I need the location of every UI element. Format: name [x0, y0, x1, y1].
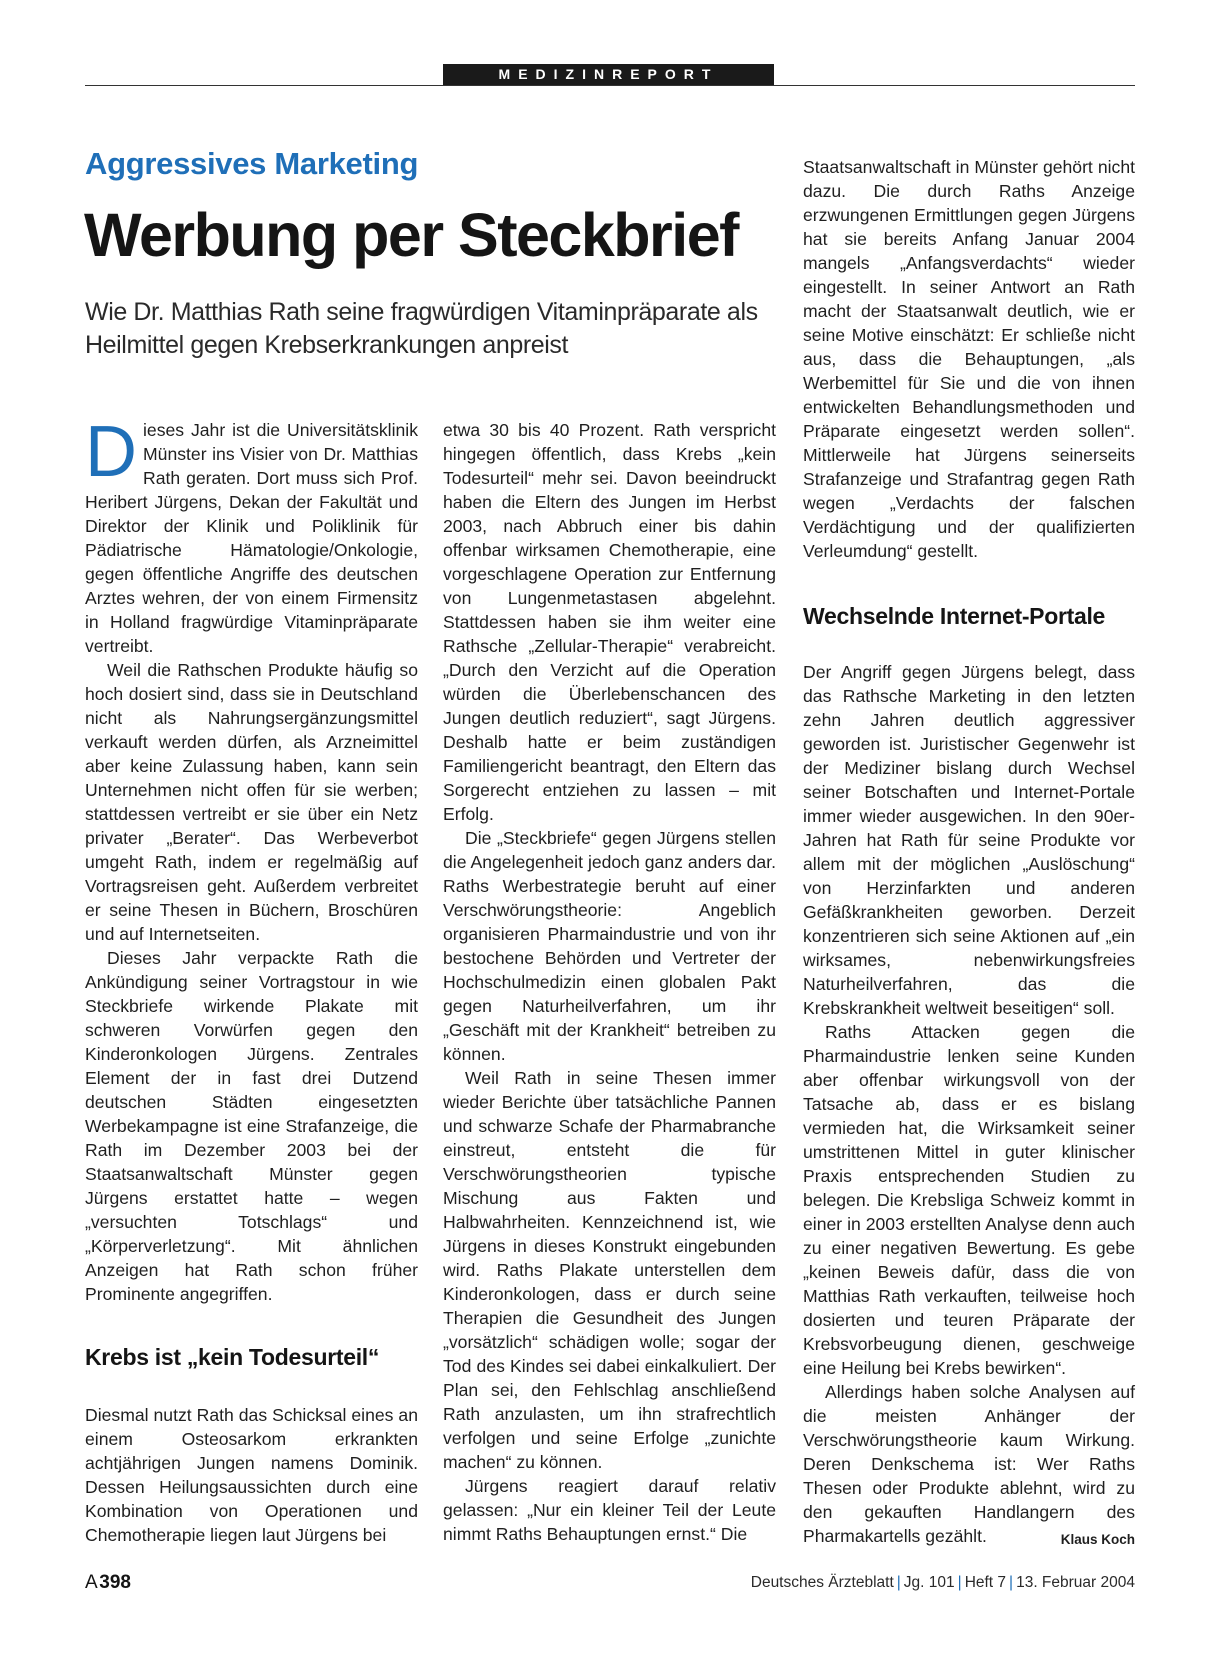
paragraph: Weil Rath in seine Thesen immer wieder Berichte über tatsächliche Pannen und schwarze Schafe der Pharmabranche einstreut, entsteht die für Verschwörungstheorien typische Mischung aus Fakten und Halbwahrheiten. Kennzeichnend ist, wie Jürgens in dieses Konstrukt eingebunden wird. Raths Plakate unterstellen dem Kinderonkologen, dass er durch seine Therapien die Gesundheit des Jungen „vorsätzlich“ schädigen wolle; sogar der Tod des Kindes sei dabei einkalkuliert. Der Plan sei, den Fehlschlag anschließend Rath anzulasten, um ihn strafrechtlich verfolgen und seine Erfolge „zunichte machen“ zu können.: [443, 1068, 776, 1472]
paragraph: Jürgens reagiert darauf relativ gelassen: „Nur ein kleiner Teil der Leute nimmt Raths Behauptungen ernst.“ Die: [443, 1476, 776, 1544]
article-subtitle: Wie Dr. Matthias Rath seine fragwürdigen Vitaminpräparate als Heilmittel gegen Krebserkrankungen anpreist: [85, 298, 758, 359]
page-number: [85, 1572, 131, 1594]
drop-cap: D: [85, 412, 137, 492]
paragraph-text: Allerdings haben solche Analysen auf die meisten Anhänger der Verschwörungstheorie kaum Wirkung. Deren Denkschema ist: Wer Raths Thesen oder Produkte ablehnt, wird zu den gekauften Handlangern des Pharmakartells gezählt.: [803, 1382, 1135, 1546]
page-number-value: 398: [99, 1572, 131, 1593]
column-2: [443, 418, 776, 1546]
paragraph-text: ieses Jahr ist die Universitätsklinik Münster ins Visier von Dr. Matthias Rath geraten. Dort muss sich Prof. Heribert Jürgens, Dekan der Fakultät und Direktor der Klinik und Poliklinik für Pädiatrische Hämatologie/Onkologie, gegen öffentliche Angriffe des deutschen Arztes wehren, der von einem Firmensitz in Holland fragwürdige Vitaminpräparate vertreibt.: [85, 420, 418, 656]
journal-volume: Jg. 101: [903, 1574, 955, 1591]
column-1: [85, 412, 418, 1306]
paragraph: Der Angriff gegen Jürgens belegt, dass das Rathsche Marketing in den letzten zehn Jahren deutlich aggressiver geworden ist. Juristischer Gegenwehr ist der Mediziner bislang durch Wechsel seiner Botschaften und Internet-Portale immer wieder ausgewichen. In den 90er-Jahren hat Rath für seine Produkte vor allem mit der möglichen „Auslöschung“ von Herzinfarkten und anderen Gefäßkrankheiten geworben. Derzeit konzentrieren sich seine Aktionen auf „ein wirksames, nebenwirkungsfreies Naturheilverfahren, das die Krebskrankheit weltweit beseitigen“ soll.: [803, 662, 1135, 1018]
column-1-continued: [85, 1403, 418, 1547]
author-name: Klaus Koch: [1060, 1532, 1135, 1547]
paragraph: [803, 1380, 1135, 1548]
paragraph: Die „Steckbriefe“ gegen Jürgens stellen die Angelegenheit jedoch ganz anders dar. Raths Werbestrategie beruht auf einer Verschwörungstheorie: Angeblich organisieren Pharmaindustrie und von ihr bestochene Behörden und Vertreter der Hochschulmedizin einen globalen Pakt gegen Naturheilverfahren, um ihr „Geschäft mit der Krankheit“ betreiben zu können.: [443, 828, 776, 1064]
footer-separator: |: [1009, 1574, 1014, 1591]
journal-name: Deutsches Ärzteblatt: [750, 1574, 894, 1591]
page-prefix: A: [85, 1572, 98, 1593]
subheading: Krebs ist „kein Todesurteil“: [85, 1344, 380, 1370]
article-kicker: Aggressives Marketing: [85, 146, 419, 181]
paragraph: Dieses Jahr verpackte Rath die Ankündigung seiner Vortragstour in wie Steckbriefe wirkende Plakate mit schweren Vorwürfen gegen den Kinderonkologen Jürgens. Zentrales Element der in fast drei Dutzend deutschen Städten eingesetzten Werbekampagne ist eine Strafanzeige, die Rath im Dezember 2003 bei der Staatsanwaltschaft Münster gegen Jürgens erstattet hatte – wegen „versuchten Totschlags“ und „Körperverletzung“. Mit ähnlichen Anzeigen hat Rath schon früher Prominente angegriffen.: [85, 948, 418, 1304]
paragraph: Weil die Rathschen Produkte häufig so hoch dosiert sind, dass sie in Deutschland nicht als Nahrungsergänzungsmittel verkauft werden dürfen, als Arzneimittel aber keine Zulassung haben, kann sein Unternehmen nicht offen für sie werben; stattdessen vertreibt er sie über ein Netz privater „Berater“. Das Werbeverbot umgeht Rath, indem er regelmäßig auf Vortragsreisen geht. Außerdem verbreitet er seine Thesen in Büchern, Broschüren und auf Internetseiten.: [85, 660, 418, 944]
paragraph: Diesmal nutzt Rath das Schicksal eines an einem Osteosarkom erkrankten achtjährigen Jungen namens Dominik. Dessen Heilungsaussichten durch eine Kombination von Operationen und Chemotherapie liegen laut Jürgens bei: [85, 1405, 418, 1545]
paragraph: [85, 412, 418, 658]
journal-date: 13. Februar 2004: [1016, 1574, 1135, 1591]
section-rubric: MEDIZINREPORT: [443, 64, 774, 85]
footer-separator: |: [957, 1574, 962, 1591]
article-title: Werbung per Steckbrief: [84, 201, 738, 269]
subheading: Wechselnde Internet-Portale: [803, 603, 1106, 629]
journal-issue: Heft 7: [964, 1574, 1007, 1591]
column-3: [803, 155, 1135, 563]
column-3-continued: [803, 660, 1135, 1552]
paragraph: Staatsanwaltschaft in Münster gehört nicht dazu. Die durch Raths Anzeige erzwungenen Ermittlungen gegen Jürgens hat sie bereits Anfang Januar 2004 mangels „Anfangsverdachts“ wieder eingestellt. In seiner Antwort an Rath macht der Staatsanwalt deutlich, wie er seine Motive einschätzt: Er schließe nicht aus, dass die Behauptungen, „als Werbemittel für Sie und die von ihnen entwickelten Behandlungsmethoden und Präparate eingesetzt werden sollen“. Mittlerweile hat Jürgens seinerseits Strafanzeige und Strafantrag gegen Rath wegen „Verdachts der falschen Verdächtigung und der qualifizierten Verleumdung“ gestellt.: [803, 157, 1135, 561]
paragraph: etwa 30 bis 40 Prozent. Rath verspricht hingegen öffentlich, dass Krebs „kein Todesurteil“ mehr sei. Davon beeindruckt haben die Eltern des Jungen im Herbst 2003, nach Abbruch einer bis dahin offenbar wirksamen Chemotherapie, eine vorgeschlagene Operation zur Entfernung von Lungenmetastasen abgelehnt. Stattdessen haben sie ihm weiter eine Rathsche „Zellular-Therapie“ verabreicht. „Durch den Verzicht auf die Operation würden die Überlebenschancen des Jungen deutlich reduziert“, sagt Jürgens. Deshalb hatte er beim zuständigen Familiengericht beantragt, den Eltern das Sorgerecht entziehen zu lassen – mit Erfolg.: [443, 420, 776, 824]
paragraph: Raths Attacken gegen die Pharmaindustrie lenken seine Kunden aber offenbar wirkungsvoll von der Tatsache ab, dass er es bislang vermieden hat, die Wirksamkeit seiner umstrittenen Mittel in guter klinischer Praxis entsprechenden Studien zu belegen. Die Krebsliga Schweiz kommt in einer in 2003 erstellten Analyse denn auch zu einer negativen Bewertung. Es gebe „keinen Beweis dafür, dass die von Matthias Rath verkauften, teilweise hoch dosierten und teuren Präparate der Krebsvorbeugung dienen, geschweige eine Heilung bei Krebs bewirken“.: [803, 1022, 1135, 1378]
header-rule: [85, 85, 1135, 86]
journal-footer: [751, 1574, 1135, 1592]
footer-separator: |: [896, 1574, 901, 1591]
